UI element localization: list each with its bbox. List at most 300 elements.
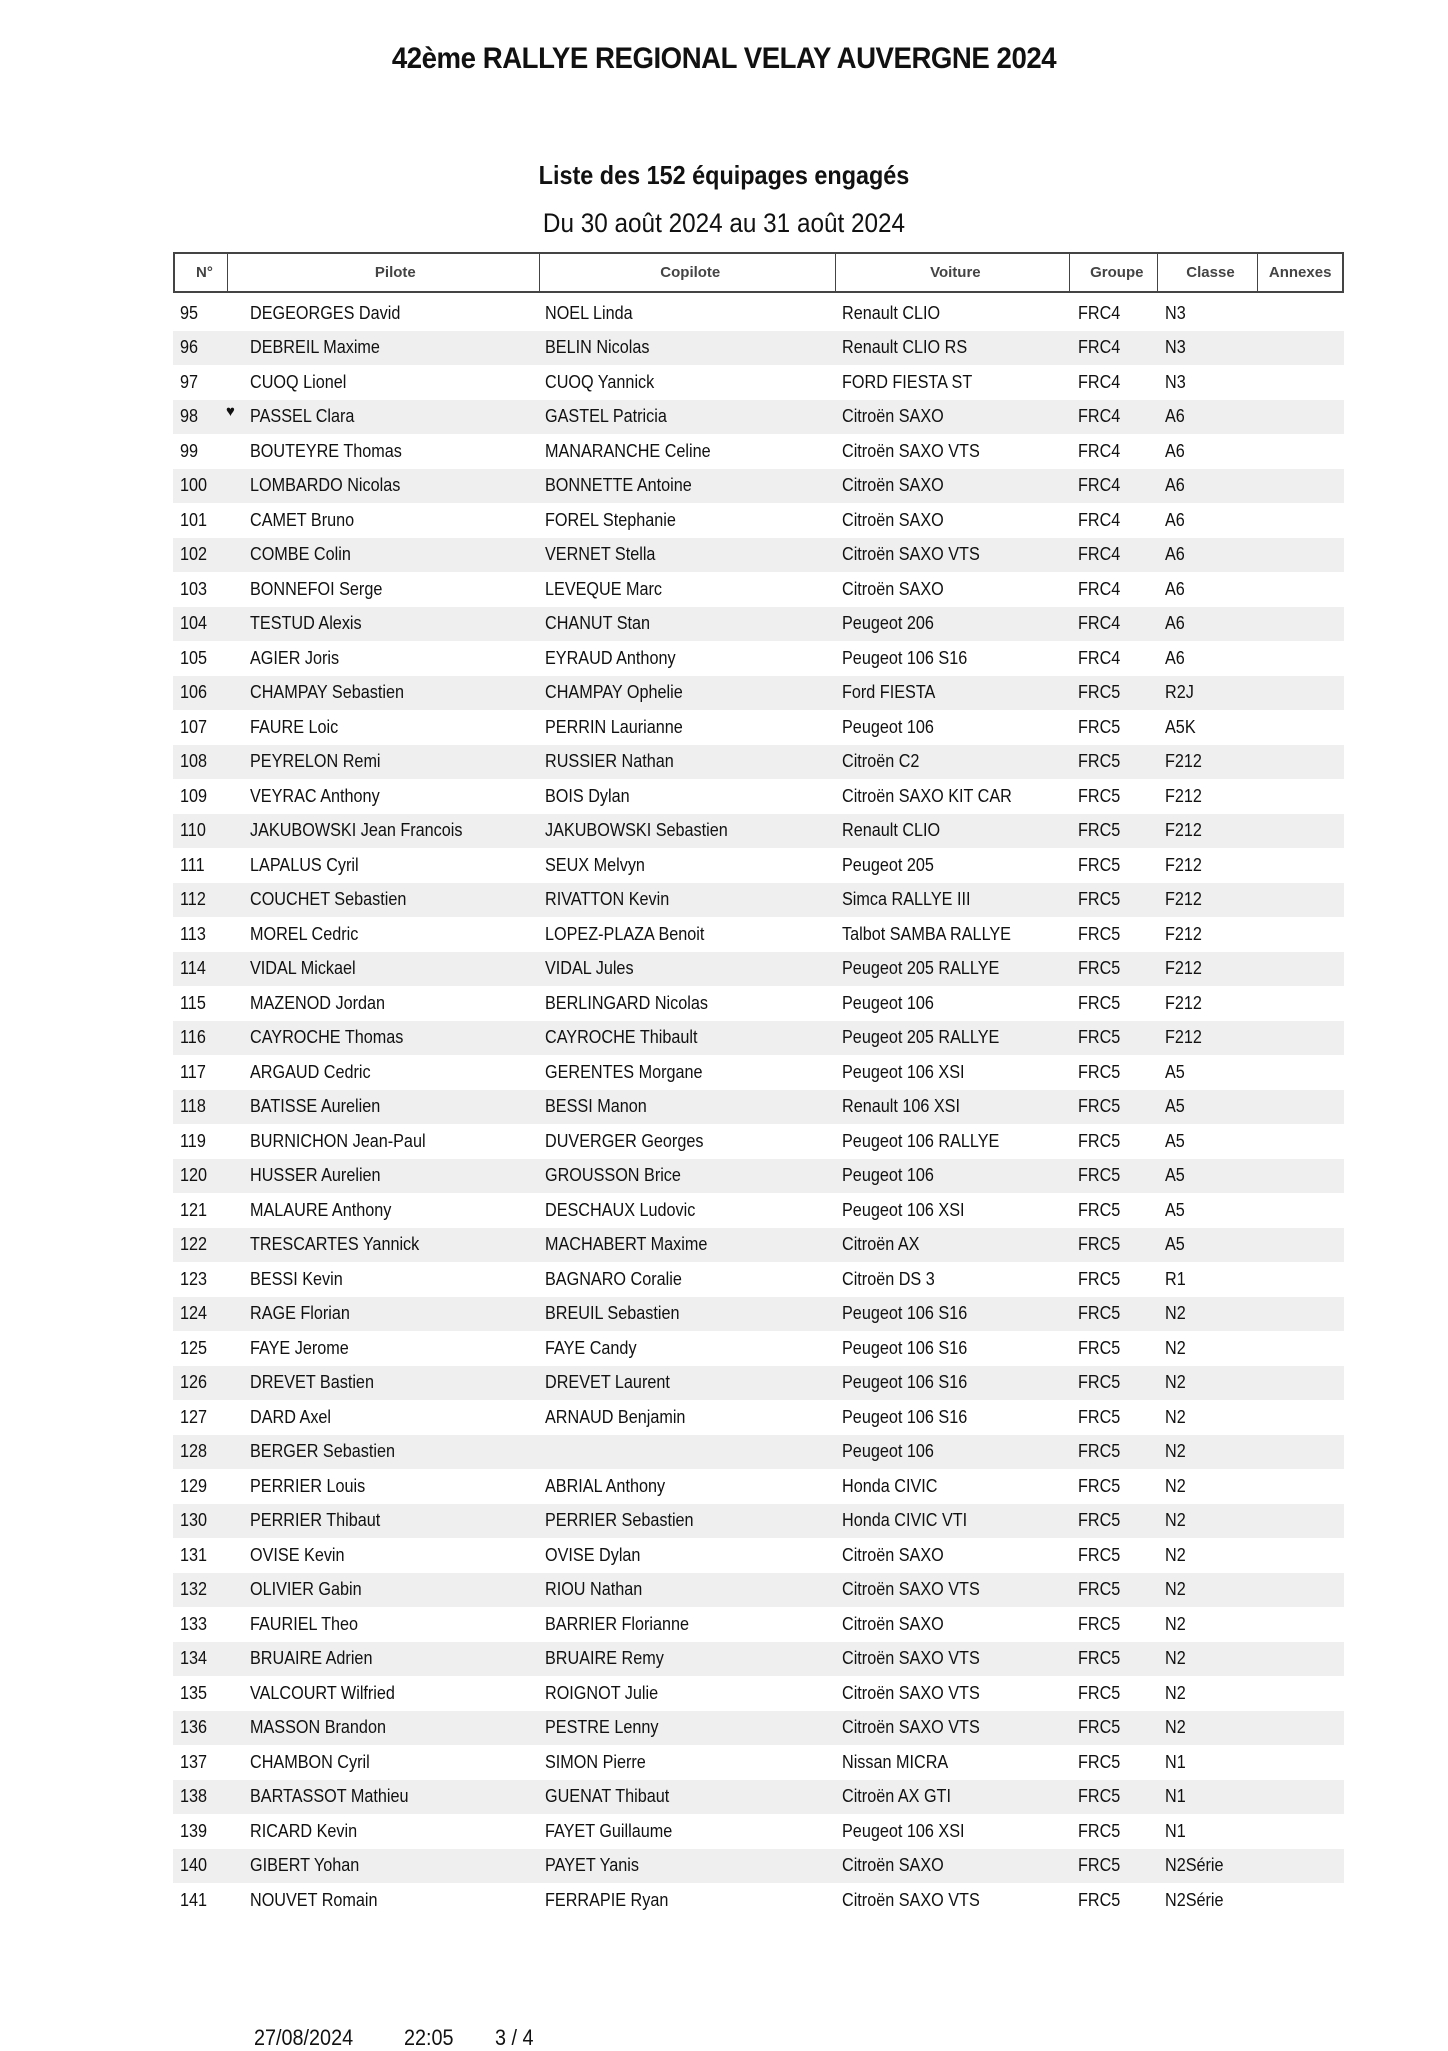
cell-pilote-text: CHAMPAY Sebastien bbox=[250, 682, 404, 703]
cell-pilote-text: BARTASSOT Mathieu bbox=[250, 1786, 409, 1807]
cell-groupe-text: FRC5 bbox=[1078, 1613, 1121, 1634]
cell-number-text: 129 bbox=[180, 1475, 208, 1496]
cell-voiture bbox=[836, 1441, 1071, 1462]
cell-annexes bbox=[1260, 1131, 1344, 1152]
table-row bbox=[173, 331, 1344, 366]
cell-classe-text: N1 bbox=[1165, 1786, 1186, 1807]
cell-classe-text: N2 bbox=[1165, 1648, 1186, 1669]
column-header-groupe: Groupe bbox=[1070, 254, 1158, 291]
table-row bbox=[173, 1849, 1344, 1884]
cell-copilote-text: BARRIER Florianne bbox=[545, 1613, 690, 1634]
cell-classe bbox=[1159, 1614, 1260, 1635]
cell-copilote bbox=[539, 1200, 836, 1221]
cell-number-text: 139 bbox=[180, 1820, 208, 1841]
cell-annexes bbox=[1260, 751, 1344, 772]
cell-copilote-text: GUENAT Thibaut bbox=[545, 1786, 670, 1807]
cell-classe-text: F212 bbox=[1165, 820, 1202, 841]
cell-pilote bbox=[226, 993, 539, 1014]
cell-number-text: 141 bbox=[180, 1889, 208, 1910]
cell-classe-text: N2Série bbox=[1165, 1855, 1224, 1876]
cell-classe bbox=[1159, 1441, 1260, 1462]
cell-groupe-text: FRC4 bbox=[1078, 440, 1121, 461]
cell-classe bbox=[1159, 406, 1260, 427]
table-row bbox=[173, 1538, 1344, 1573]
cell-number-text: 121 bbox=[180, 1199, 208, 1220]
cell-voiture-text: Citroën SAXO KIT CAR bbox=[842, 785, 1012, 806]
heart-icon: ♥ bbox=[226, 403, 235, 421]
cell-number bbox=[173, 1821, 226, 1842]
table-row bbox=[173, 469, 1344, 504]
cell-pilote bbox=[226, 1234, 539, 1255]
cell-groupe bbox=[1071, 613, 1159, 634]
cell-annexes bbox=[1260, 1269, 1344, 1290]
cell-copilote bbox=[539, 889, 836, 910]
cell-copilote bbox=[539, 717, 836, 738]
cell-classe bbox=[1159, 855, 1260, 876]
cell-voiture bbox=[836, 1062, 1071, 1083]
cell-copilote-text: BREUIL Sebastien bbox=[545, 1303, 680, 1324]
cell-copilote bbox=[539, 372, 836, 393]
cell-voiture-text: Honda CIVIC bbox=[842, 1475, 938, 1496]
cell-voiture-text: Citroën SAXO VTS bbox=[842, 1648, 980, 1669]
cell-number bbox=[173, 372, 226, 393]
cell-pilote-text: BRUAIRE Adrien bbox=[250, 1648, 373, 1669]
cell-voiture-text: Peugeot 106 XSI bbox=[842, 1820, 965, 1841]
cell-pilote-text: DREVET Bastien bbox=[250, 1372, 374, 1393]
cell-voiture bbox=[836, 993, 1071, 1014]
cell-pilote-text: FAURE Loic bbox=[250, 716, 339, 737]
cell-pilote bbox=[226, 1062, 539, 1083]
cell-pilote-text: CUOQ Lionel bbox=[250, 371, 347, 392]
cell-groupe-text: FRC5 bbox=[1078, 1303, 1121, 1324]
cell-annexes bbox=[1260, 1579, 1344, 1600]
table-row bbox=[173, 572, 1344, 607]
cell-annexes bbox=[1260, 1786, 1344, 1807]
cell-copilote bbox=[539, 1338, 836, 1359]
cell-number bbox=[173, 1269, 226, 1290]
cell-groupe bbox=[1071, 1786, 1159, 1807]
cell-annexes bbox=[1260, 958, 1344, 979]
cell-voiture-text: Citroën SAXO bbox=[842, 1613, 944, 1634]
cell-classe-text: N2 bbox=[1165, 1303, 1186, 1324]
cell-voiture-text: Citroën SAXO VTS bbox=[842, 1717, 980, 1738]
cell-copilote-text: EYRAUD Anthony bbox=[545, 647, 676, 668]
cell-pilote bbox=[226, 1476, 539, 1497]
cell-voiture-text: Citroën SAXO bbox=[842, 578, 944, 599]
cell-classe bbox=[1159, 1234, 1260, 1255]
cell-voiture-text: Renault CLIO bbox=[842, 302, 941, 323]
cell-groupe bbox=[1071, 544, 1159, 565]
cell-classe bbox=[1159, 303, 1260, 324]
cell-number-text: 98 bbox=[180, 406, 199, 427]
cell-groupe-text: FRC5 bbox=[1078, 785, 1121, 806]
cell-pilote bbox=[226, 751, 539, 772]
cell-classe-text: N2 bbox=[1165, 1475, 1186, 1496]
cell-copilote-text: JAKUBOWSKI Sebastien bbox=[545, 820, 728, 841]
cell-pilote-text: GIBERT Yohan bbox=[250, 1855, 360, 1876]
cell-groupe bbox=[1071, 475, 1159, 496]
cell-voiture bbox=[836, 889, 1071, 910]
cell-copilote bbox=[539, 1372, 836, 1393]
cell-pilote bbox=[226, 372, 539, 393]
cell-pilote bbox=[226, 1338, 539, 1359]
cell-annexes bbox=[1260, 889, 1344, 910]
cell-classe-text: F212 bbox=[1165, 1027, 1202, 1048]
cell-classe-text: N2 bbox=[1165, 1717, 1186, 1738]
cell-copilote-text: BAGNARO Coralie bbox=[545, 1268, 682, 1289]
cell-voiture-text: Peugeot 106 S16 bbox=[842, 1406, 968, 1427]
cell-voiture bbox=[836, 648, 1071, 669]
cell-copilote bbox=[539, 1096, 836, 1117]
cell-classe-text: N3 bbox=[1165, 371, 1186, 392]
cell-classe-text: A6 bbox=[1165, 475, 1185, 496]
cell-annexes bbox=[1260, 786, 1344, 807]
cell-groupe-text: FRC5 bbox=[1078, 854, 1121, 875]
cell-classe-text: N2 bbox=[1165, 1441, 1186, 1462]
cell-copilote bbox=[539, 855, 836, 876]
cell-voiture-text: Peugeot 106 S16 bbox=[842, 1337, 968, 1358]
cell-classe bbox=[1159, 682, 1260, 703]
cell-groupe-text: FRC5 bbox=[1078, 1820, 1121, 1841]
event-dates: Du 30 août 2024 au 31 août 2024 bbox=[542, 208, 906, 238]
cell-annexes bbox=[1260, 1683, 1344, 1704]
cell-number-text: 138 bbox=[180, 1786, 208, 1807]
cell-pilote bbox=[226, 1441, 539, 1462]
cell-copilote bbox=[539, 1234, 836, 1255]
cell-number-text: 126 bbox=[180, 1372, 208, 1393]
cell-groupe bbox=[1071, 1890, 1159, 1911]
cell-number-text: 111 bbox=[180, 854, 205, 875]
cell-classe bbox=[1159, 372, 1260, 393]
cell-copilote-text: MANARANCHE Celine bbox=[545, 440, 711, 461]
cell-classe bbox=[1159, 1476, 1260, 1497]
cell-pilote bbox=[226, 441, 539, 462]
cell-number-text: 103 bbox=[180, 578, 208, 599]
cell-groupe bbox=[1071, 1338, 1159, 1359]
cell-classe bbox=[1159, 993, 1260, 1014]
cell-copilote-text: GROUSSON Brice bbox=[545, 1165, 681, 1186]
cell-groupe bbox=[1071, 1476, 1159, 1497]
cell-voiture-text: Peugeot 106 XSI bbox=[842, 1061, 965, 1082]
cell-classe-text: F212 bbox=[1165, 992, 1202, 1013]
cell-voiture bbox=[836, 751, 1071, 772]
cell-classe-text: A5 bbox=[1165, 1061, 1185, 1082]
cell-voiture bbox=[836, 1303, 1071, 1324]
cell-pilote bbox=[226, 579, 539, 600]
cell-pilote-text: VALCOURT Wilfried bbox=[250, 1682, 395, 1703]
cell-copilote-text: CHAMPAY Ophelie bbox=[545, 682, 683, 703]
cell-number-text: 109 bbox=[180, 785, 208, 806]
cell-number-text: 118 bbox=[180, 1096, 206, 1117]
cell-copilote bbox=[539, 441, 836, 462]
cell-groupe bbox=[1071, 1200, 1159, 1221]
table-row bbox=[173, 1331, 1344, 1366]
cell-groupe bbox=[1071, 889, 1159, 910]
cell-voiture bbox=[836, 1269, 1071, 1290]
cell-copilote-text: ABRIAL Anthony bbox=[545, 1475, 666, 1496]
cell-copilote bbox=[539, 406, 836, 427]
cell-pilote-text: CAYROCHE Thomas bbox=[250, 1027, 404, 1048]
cell-groupe bbox=[1071, 1269, 1159, 1290]
cell-pilote bbox=[226, 1545, 539, 1566]
cell-pilote-text: FAYE Jerome bbox=[250, 1337, 349, 1358]
cell-number bbox=[173, 1200, 226, 1221]
table-row bbox=[173, 1607, 1344, 1642]
cell-groupe-text: FRC5 bbox=[1078, 889, 1121, 910]
cell-annexes bbox=[1260, 717, 1344, 738]
cell-pilote bbox=[226, 1269, 539, 1290]
cell-number-text: 140 bbox=[180, 1855, 208, 1876]
cell-pilote bbox=[226, 1579, 539, 1600]
cell-voiture bbox=[836, 924, 1071, 945]
cell-copilote-text: PESTRE Lenny bbox=[545, 1717, 659, 1738]
cell-classe-text: N2Série bbox=[1165, 1889, 1224, 1910]
cell-voiture bbox=[836, 579, 1071, 600]
table-row bbox=[173, 1504, 1344, 1539]
cell-number-text: 122 bbox=[180, 1234, 208, 1255]
column-header-voiture: Voiture bbox=[836, 254, 1070, 291]
cell-number-text: 107 bbox=[180, 716, 208, 737]
cell-number bbox=[173, 1476, 226, 1497]
cell-annexes bbox=[1260, 510, 1344, 531]
cell-pilote-text: TRESCARTES Yannick bbox=[250, 1234, 420, 1255]
cell-classe bbox=[1159, 1131, 1260, 1152]
cell-copilote-text: BESSI Manon bbox=[545, 1096, 647, 1117]
cell-pilote-text: BATISSE Aurelien bbox=[250, 1096, 381, 1117]
cell-pilote bbox=[226, 406, 539, 427]
cell-pilote bbox=[226, 1855, 539, 1876]
cell-number-text: 106 bbox=[180, 682, 208, 703]
cell-classe-text: R1 bbox=[1165, 1268, 1186, 1289]
cell-number-text: 127 bbox=[180, 1406, 208, 1427]
cell-annexes bbox=[1260, 372, 1344, 393]
cell-groupe bbox=[1071, 717, 1159, 738]
cell-number bbox=[173, 1752, 226, 1773]
cell-voiture bbox=[836, 613, 1071, 634]
cell-annexes bbox=[1260, 1441, 1344, 1462]
cell-number bbox=[173, 751, 226, 772]
cell-annexes bbox=[1260, 1648, 1344, 1669]
cell-pilote-text: PEYRELON Remi bbox=[250, 751, 381, 772]
cell-copilote bbox=[539, 1407, 836, 1428]
cell-voiture-text: Citroën SAXO VTS bbox=[842, 1889, 980, 1910]
table-row bbox=[173, 676, 1344, 711]
table-row bbox=[173, 1676, 1344, 1711]
cell-copilote bbox=[539, 1717, 836, 1738]
table-row bbox=[173, 1193, 1344, 1228]
cell-groupe bbox=[1071, 1062, 1159, 1083]
cell-voiture bbox=[836, 786, 1071, 807]
cell-copilote bbox=[539, 1890, 836, 1911]
cell-copilote-text: BONNETTE Antoine bbox=[545, 475, 692, 496]
cell-voiture-text: Renault CLIO bbox=[842, 820, 941, 841]
table-row bbox=[173, 538, 1344, 573]
cell-classe bbox=[1159, 510, 1260, 531]
cell-pilote bbox=[226, 1648, 539, 1669]
cell-pilote-text: FAURIEL Theo bbox=[250, 1613, 359, 1634]
cell-groupe bbox=[1071, 1614, 1159, 1635]
cell-copilote-text: CHANUT Stan bbox=[545, 613, 651, 634]
cell-copilote-text: VIDAL Jules bbox=[545, 958, 634, 979]
cell-voiture-text: Talbot SAMBA RALLYE bbox=[842, 923, 1011, 944]
table-row bbox=[173, 641, 1344, 676]
cell-pilote bbox=[226, 1717, 539, 1738]
cell-classe bbox=[1159, 717, 1260, 738]
cell-copilote bbox=[539, 1579, 836, 1600]
column-header-classe: Classe bbox=[1158, 254, 1259, 291]
cell-copilote-text: BERLINGARD Nicolas bbox=[545, 992, 708, 1013]
cell-groupe-text: FRC5 bbox=[1078, 1786, 1121, 1807]
cell-classe-text: R2J bbox=[1165, 682, 1194, 703]
cell-number bbox=[173, 441, 226, 462]
cell-voiture bbox=[836, 1372, 1071, 1393]
cell-voiture bbox=[836, 1683, 1071, 1704]
cell-groupe bbox=[1071, 1821, 1159, 1842]
cell-groupe-text: FRC5 bbox=[1078, 1372, 1121, 1393]
cell-voiture-text: Peugeot 106 bbox=[842, 1441, 934, 1462]
cell-pilote-text: TESTUD Alexis bbox=[250, 613, 362, 634]
cell-annexes bbox=[1260, 1407, 1344, 1428]
cell-groupe bbox=[1071, 1510, 1159, 1531]
cell-groupe-text: FRC5 bbox=[1078, 1234, 1121, 1255]
cell-groupe bbox=[1071, 1545, 1159, 1566]
cell-voiture-text: Citroën SAXO bbox=[842, 1855, 944, 1876]
column-header-annexes: Annexes bbox=[1268, 264, 1332, 281]
cell-classe bbox=[1159, 1303, 1260, 1324]
cell-voiture bbox=[836, 1027, 1071, 1048]
cell-copilote bbox=[539, 1786, 836, 1807]
cell-annexes bbox=[1260, 1476, 1344, 1497]
cell-number bbox=[173, 1062, 226, 1083]
cell-voiture-text: Citroën SAXO bbox=[842, 509, 944, 530]
cell-groupe bbox=[1071, 406, 1159, 427]
table-row bbox=[173, 848, 1344, 883]
cell-pilote-text: PERRIER Louis bbox=[250, 1475, 366, 1496]
cell-copilote bbox=[539, 1165, 836, 1186]
cell-annexes bbox=[1260, 1303, 1344, 1324]
table-row bbox=[173, 814, 1344, 849]
cell-classe-text: A6 bbox=[1165, 613, 1185, 634]
cell-voiture-text: Citroën SAXO VTS bbox=[842, 1579, 980, 1600]
cell-copilote bbox=[539, 1062, 836, 1083]
table-header bbox=[173, 252, 1344, 293]
cell-classe-text: F212 bbox=[1165, 785, 1202, 806]
cell-voiture-text: Peugeot 106 bbox=[842, 716, 934, 737]
cell-copilote-text: LOPEZ-PLAZA Benoit bbox=[545, 923, 705, 944]
cell-number-text: 117 bbox=[180, 1061, 206, 1082]
cell-voiture-text: Citroën AX bbox=[842, 1234, 920, 1255]
cell-copilote bbox=[539, 579, 836, 600]
cell-voiture-text: Peugeot 106 XSI bbox=[842, 1199, 965, 1220]
cell-pilote-text: CHAMBON Cyril bbox=[250, 1751, 370, 1772]
table-row bbox=[173, 296, 1344, 331]
cell-voiture-text: Peugeot 205 bbox=[842, 854, 934, 875]
cell-copilote-text: FERRAPIE Ryan bbox=[545, 1889, 669, 1910]
cell-number-text: 96 bbox=[180, 337, 199, 358]
cell-number-text: 135 bbox=[180, 1682, 208, 1703]
cell-pilote bbox=[226, 1752, 539, 1773]
cell-classe-text: A6 bbox=[1165, 647, 1185, 668]
cell-number-text: 124 bbox=[180, 1303, 208, 1324]
document-subtitle: Liste des 152 équipages engagés bbox=[538, 160, 910, 190]
cell-number bbox=[173, 1441, 226, 1462]
cell-classe-text: N2 bbox=[1165, 1510, 1186, 1531]
cell-groupe bbox=[1071, 1096, 1159, 1117]
cell-annexes bbox=[1260, 441, 1344, 462]
footer-time: 22:05 bbox=[404, 2025, 454, 2050]
cell-groupe-text: FRC5 bbox=[1078, 682, 1121, 703]
cell-copilote bbox=[539, 786, 836, 807]
cell-voiture bbox=[836, 855, 1071, 876]
cell-classe-text: A6 bbox=[1165, 440, 1185, 461]
cell-annexes bbox=[1260, 1096, 1344, 1117]
cell-copilote bbox=[539, 1752, 836, 1773]
cell-pilote bbox=[226, 1303, 539, 1324]
cell-classe-text: F212 bbox=[1165, 923, 1202, 944]
cell-groupe-text: FRC5 bbox=[1078, 1096, 1121, 1117]
cell-voiture-text: Citroën SAXO bbox=[842, 406, 944, 427]
cell-groupe-text: FRC4 bbox=[1078, 337, 1121, 358]
cell-voiture bbox=[836, 303, 1071, 324]
cell-number-text: 100 bbox=[180, 475, 208, 496]
cell-groupe-text: FRC5 bbox=[1078, 1027, 1121, 1048]
cell-annexes bbox=[1260, 1821, 1344, 1842]
cell-number bbox=[173, 1855, 226, 1876]
cell-number bbox=[173, 403, 235, 427]
cell-annexes bbox=[1260, 1234, 1344, 1255]
cell-classe bbox=[1159, 441, 1260, 462]
cell-copilote bbox=[539, 337, 836, 358]
cell-pilote bbox=[226, 1821, 539, 1842]
cell-groupe bbox=[1071, 1717, 1159, 1738]
cell-classe bbox=[1159, 1683, 1260, 1704]
cell-classe bbox=[1159, 1062, 1260, 1083]
cell-classe bbox=[1159, 1648, 1260, 1669]
cell-groupe-text: FRC5 bbox=[1078, 958, 1121, 979]
cell-copilote bbox=[539, 1648, 836, 1669]
cell-number-text: 101 bbox=[180, 509, 208, 530]
cell-classe bbox=[1159, 1372, 1260, 1393]
cell-voiture-text: Peugeot 106 bbox=[842, 992, 934, 1013]
cell-pilote-text: MASSON Brandon bbox=[250, 1717, 386, 1738]
cell-number bbox=[173, 1165, 226, 1186]
cell-number-text: 134 bbox=[180, 1648, 208, 1669]
cell-groupe-text: FRC5 bbox=[1078, 1510, 1121, 1531]
cell-voiture-text: Peugeot 106 RALLYE bbox=[842, 1130, 1000, 1151]
table-row bbox=[173, 1642, 1344, 1677]
cell-pilote-text: BERGER Sebastien bbox=[250, 1441, 395, 1462]
cell-number-text: 95 bbox=[180, 302, 199, 323]
cell-copilote-text: RUSSIER Nathan bbox=[545, 751, 674, 772]
cell-classe bbox=[1159, 924, 1260, 945]
footer-page-number: 3 / 4 bbox=[495, 2025, 534, 2050]
cell-pilote bbox=[226, 475, 539, 496]
cell-groupe-text: FRC5 bbox=[1078, 1579, 1121, 1600]
cell-annexes bbox=[1260, 1510, 1344, 1531]
cell-groupe bbox=[1071, 1855, 1159, 1876]
cell-groupe bbox=[1071, 303, 1159, 324]
cell-annexes bbox=[1260, 682, 1344, 703]
cell-voiture bbox=[836, 1131, 1071, 1152]
cell-copilote-text: CAYROCHE Thibault bbox=[545, 1027, 698, 1048]
cell-pilote bbox=[226, 1200, 539, 1221]
cell-copilote-text: BELIN Nicolas bbox=[545, 337, 650, 358]
cell-classe-text: N2 bbox=[1165, 1372, 1186, 1393]
table-row bbox=[173, 1228, 1344, 1263]
cell-number-text: 119 bbox=[180, 1130, 206, 1151]
cell-number bbox=[173, 1545, 226, 1566]
cell-voiture bbox=[836, 510, 1071, 531]
